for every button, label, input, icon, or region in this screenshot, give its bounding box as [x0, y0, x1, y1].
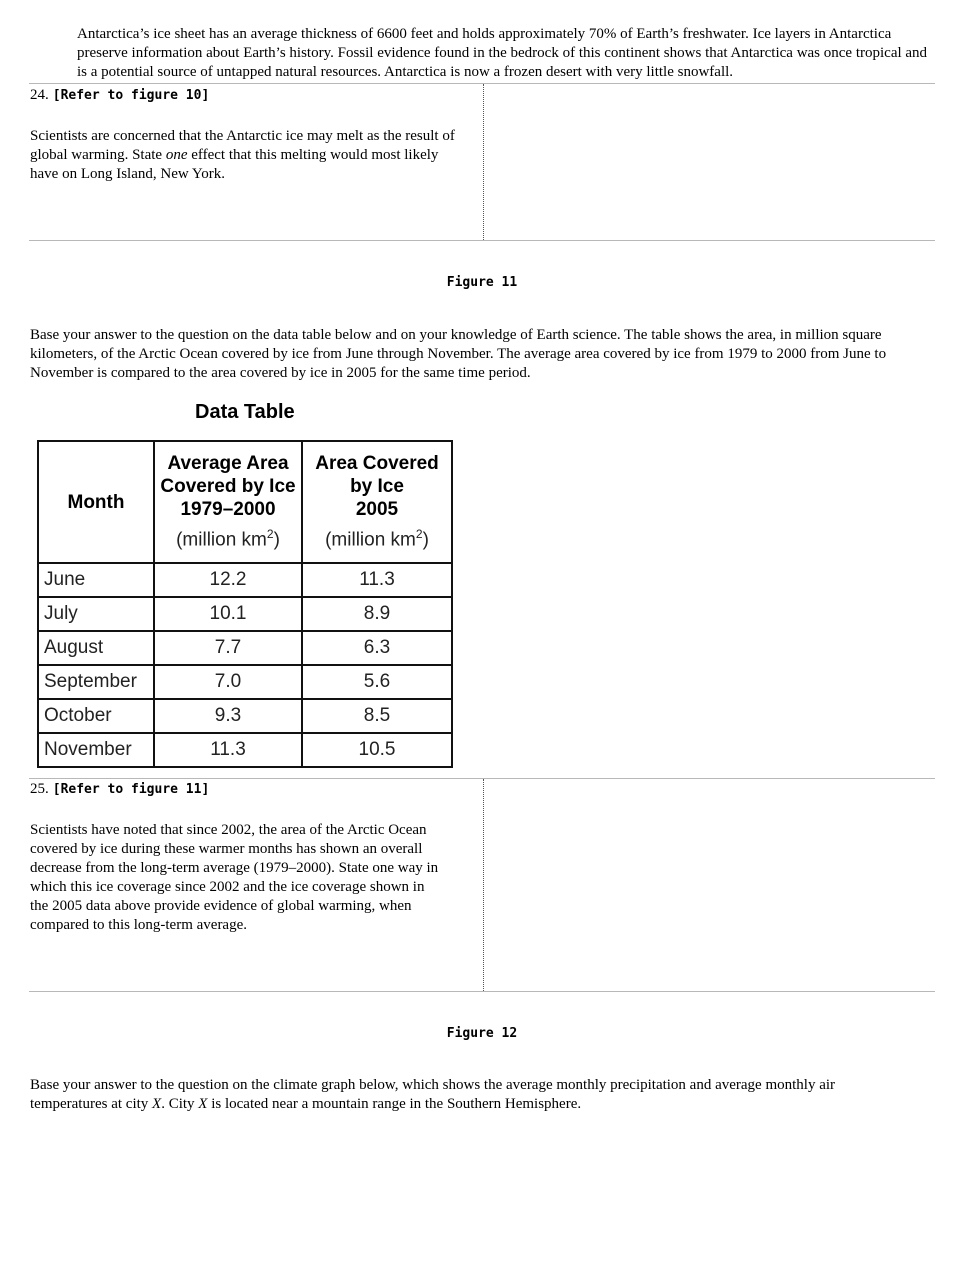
- value-2005-cell: 8.9: [302, 597, 452, 631]
- intro-paragraph: Antarctica’s ice sheet has an average thickness of 6600 feet and holds approximately 70% of Earth’s freshwater. Ice layers in Antarctica preserve information about Earth’s history. Fossil evidence found in the bedrock of this continent shows that Antarctica was once tropical and is a potential source of untapped natural resources. Antarctica is now a frozen desert with very little snowfall.: [77, 26, 928, 80]
- figure-reference: [Refer to figure 11]: [52, 782, 210, 797]
- value-2005-cell: 11.3: [302, 563, 452, 597]
- divider: [29, 83, 935, 84]
- value-2005-cell: 8.5: [302, 699, 452, 733]
- month-cell: November: [38, 733, 154, 767]
- divider: [29, 778, 935, 779]
- table-header-row: [38, 441, 452, 563]
- table-row: [38, 597, 452, 631]
- figure-11-description: Base your answer to the question on the data table below and on your knowledge of Earth science. The table shows the area, in million square kilometers, of the Arctic Ocean covered by ice from June through November. The average area covered by ice from 1979 to 2000 from June to November is compared to the area covered by ice in 2005 for the same time period.: [30, 327, 887, 381]
- month-cell: September: [38, 665, 154, 699]
- divider: [29, 991, 935, 992]
- answer-column-divider: [483, 84, 484, 240]
- figure-12-description: Base your answer to the question on the climate graph below, which shows the average monthly precipitation and average monthly air temperatures at city X. City X is located near a mountain range in the Southern Hemisphere.: [30, 1077, 836, 1112]
- average-value-cell: 7.0: [154, 665, 302, 699]
- value-2005-cell: 10.5: [302, 733, 452, 767]
- data-table-title: Data Table: [195, 401, 295, 423]
- question-25-header: [30, 780, 209, 798]
- table-row: [38, 699, 452, 733]
- data-table: [37, 440, 453, 768]
- value-2005-cell: 5.6: [302, 665, 452, 699]
- month-cell: October: [38, 699, 154, 733]
- area-2005-header: Area Covered by Ice 2005 (million $km^2$): [302, 441, 452, 563]
- question-24-text: Scientists are concerned that the Antarctic ice may melt as the result of global warming. State one effect that this melting would most likely have on Long Island, New York.: [30, 128, 455, 182]
- divider: [29, 240, 935, 241]
- table-row: [38, 563, 452, 597]
- figure-reference: [Refer to figure 10]: [52, 88, 210, 103]
- average-value-cell: 10.1: [154, 597, 302, 631]
- month-cell: July: [38, 597, 154, 631]
- average-value-cell: 9.3: [154, 699, 302, 733]
- figure-12-title: Figure 12: [446, 1026, 518, 1041]
- question-number: 25.: [30, 781, 49, 797]
- month-cell: June: [38, 563, 154, 597]
- average-area-header: Average Area Covered by Ice 1979–2000 (million $km^2$): [154, 441, 302, 563]
- average-value-cell: 11.3: [154, 733, 302, 767]
- emphasis: one: [165, 147, 188, 163]
- answer-column-divider: [483, 779, 484, 991]
- table-row: [38, 631, 452, 665]
- month-cell: August: [38, 631, 154, 665]
- table-row: [38, 665, 452, 699]
- question-24-header: [30, 86, 209, 104]
- figure-11-title: Figure 11: [446, 275, 518, 290]
- average-value-cell: 7.7: [154, 631, 302, 665]
- value-2005-cell: 6.3: [302, 631, 452, 665]
- month-header: Month: [38, 441, 154, 563]
- table-row: [38, 733, 452, 767]
- question-25-text: Scientists have noted that since 2002, the area of the Arctic Ocean covered by ice during these warmer months has shown an overall decrease from the long-term average (1979–2000). State one way in which this ice coverage since 2002 and the ice coverage shown in the 2005 data above provide evidence of global warming, when compared to this long-term average.: [30, 822, 439, 933]
- question-number: 24.: [30, 87, 49, 103]
- average-value-cell: 12.2: [154, 563, 302, 597]
